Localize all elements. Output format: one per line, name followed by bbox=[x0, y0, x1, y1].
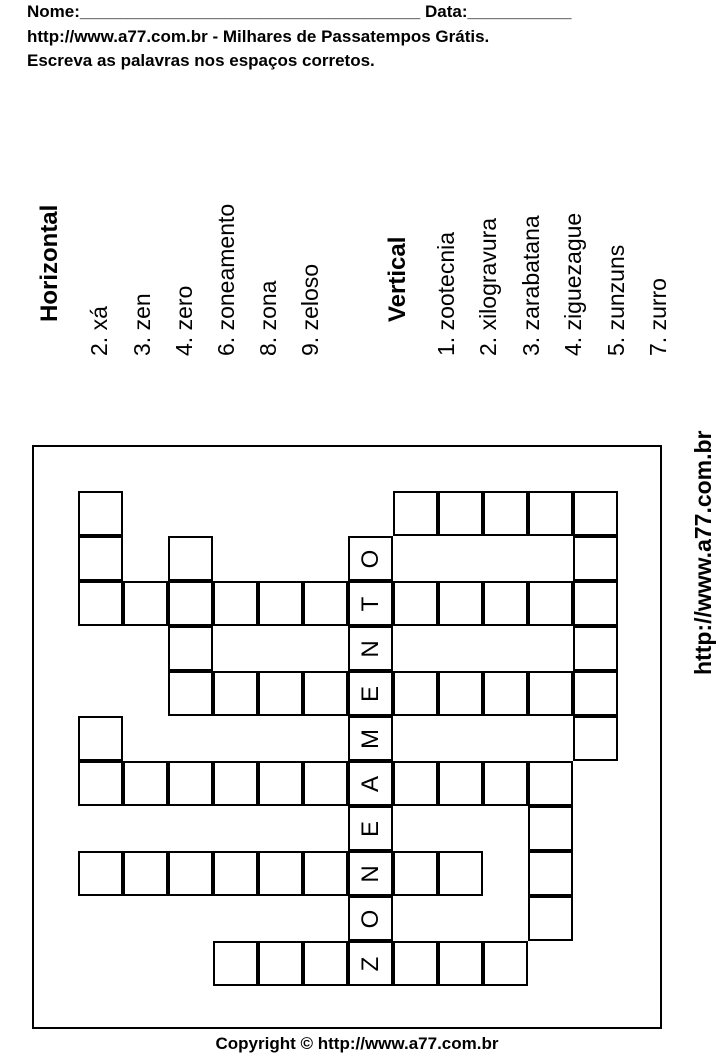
horizontal-clue: 4. zero bbox=[171, 285, 197, 356]
revealed-letter bbox=[348, 806, 393, 851]
crossword-cell[interactable] bbox=[258, 761, 303, 806]
crossword-cell[interactable] bbox=[393, 761, 438, 806]
crossword-cell[interactable] bbox=[78, 581, 123, 626]
horizontal-clue: 2. xá bbox=[86, 306, 112, 356]
vertical-clue: 2. xilogravura bbox=[475, 217, 501, 356]
revealed-letter-text: A bbox=[356, 775, 384, 792]
horizontal-clue: 6. zoneamento bbox=[213, 203, 239, 356]
crossword-cell[interactable] bbox=[393, 491, 438, 536]
revealed-letter bbox=[348, 896, 393, 941]
crossword-cell[interactable] bbox=[483, 671, 528, 716]
revealed-letter bbox=[348, 761, 393, 806]
crossword-cell[interactable] bbox=[528, 671, 573, 716]
crossword-cell[interactable] bbox=[483, 581, 528, 626]
copyright-footer: Copyright © http://www.a77.com.br bbox=[215, 1034, 499, 1053]
crossword-cell[interactable] bbox=[78, 491, 123, 536]
crossword-cell[interactable] bbox=[303, 671, 348, 716]
crossword-cell[interactable] bbox=[123, 581, 168, 626]
side-url: http://www.a77.com.br bbox=[690, 430, 716, 675]
crossword-cell[interactable] bbox=[438, 941, 483, 986]
crossword-cell[interactable] bbox=[258, 941, 303, 986]
vertical-clue: 3. zarabatana bbox=[518, 215, 544, 356]
crossword-cell[interactable] bbox=[528, 806, 573, 851]
vertical-clue: 4. ziguezague bbox=[560, 212, 586, 356]
crossword-cell[interactable] bbox=[213, 761, 258, 806]
horizontal-clues-title: Horizontal bbox=[36, 204, 63, 322]
crossword-cell[interactable] bbox=[438, 491, 483, 536]
crossword-cell[interactable] bbox=[303, 761, 348, 806]
crossword-cell[interactable] bbox=[168, 671, 213, 716]
crossword-cell[interactable] bbox=[573, 716, 618, 761]
crossword-cell[interactable] bbox=[78, 851, 123, 896]
crossword-cell[interactable] bbox=[573, 626, 618, 671]
revealed-letter-text: O bbox=[356, 549, 384, 568]
revealed-letter-text: N bbox=[356, 639, 384, 658]
crossword-cell[interactable] bbox=[168, 536, 213, 581]
crossword-cell[interactable] bbox=[438, 671, 483, 716]
crossword-cell[interactable] bbox=[393, 941, 438, 986]
crossword-cell[interactable] bbox=[393, 581, 438, 626]
crossword-cell[interactable] bbox=[168, 851, 213, 896]
horizontal-clue: 8. zona bbox=[255, 280, 281, 356]
crossword-cell[interactable] bbox=[573, 671, 618, 716]
crossword-cell[interactable] bbox=[438, 851, 483, 896]
revealed-letter bbox=[348, 536, 393, 581]
crossword-cell[interactable] bbox=[78, 716, 123, 761]
crossword-cell[interactable] bbox=[438, 761, 483, 806]
vertical-clue: 1. zootecnia bbox=[433, 231, 459, 356]
revealed-letter bbox=[348, 671, 393, 716]
revealed-letter-text: E bbox=[356, 820, 384, 837]
revealed-letter bbox=[348, 941, 393, 986]
revealed-letter-text: N bbox=[356, 864, 384, 883]
crossword-cell[interactable] bbox=[258, 671, 303, 716]
crossword-cell[interactable] bbox=[168, 761, 213, 806]
crossword-cell[interactable] bbox=[528, 851, 573, 896]
crossword-cell[interactable] bbox=[123, 761, 168, 806]
revealed-letter bbox=[348, 581, 393, 626]
crossword-cell[interactable] bbox=[483, 761, 528, 806]
crossword-cell[interactable] bbox=[303, 941, 348, 986]
crossword-cell[interactable] bbox=[393, 671, 438, 716]
crossword-cell[interactable] bbox=[528, 761, 573, 806]
crossword-cell[interactable] bbox=[168, 581, 213, 626]
crossword-cell[interactable] bbox=[573, 581, 618, 626]
crossword-cell[interactable] bbox=[168, 626, 213, 671]
site-line: http://www.a77.com.br - Milhares de Passatempos Grátis. bbox=[27, 27, 490, 46]
revealed-letter-text: E bbox=[356, 685, 384, 702]
horizontal-clue: 9. zeloso bbox=[297, 263, 323, 356]
crossword-cell[interactable] bbox=[573, 536, 618, 581]
crossword-cell[interactable] bbox=[78, 536, 123, 581]
vertical-clues-title: Vertical bbox=[384, 236, 411, 322]
crossword-cell[interactable] bbox=[303, 581, 348, 626]
crossword-cell[interactable] bbox=[438, 581, 483, 626]
crossword-cell[interactable] bbox=[483, 941, 528, 986]
crossword-cell[interactable] bbox=[258, 581, 303, 626]
crossword-cell[interactable] bbox=[303, 851, 348, 896]
instruction-line: Escreva as palavras nos espaços corretos. bbox=[27, 51, 375, 70]
revealed-letter bbox=[348, 626, 393, 671]
crossword-cell[interactable] bbox=[213, 851, 258, 896]
name-date-line: Nome:____________________________________ Data:___________ bbox=[27, 2, 572, 21]
vertical-clue: 5. zunzuns bbox=[603, 244, 629, 356]
crossword-cell[interactable] bbox=[258, 851, 303, 896]
crossword-cell[interactable] bbox=[213, 941, 258, 986]
crossword-cell[interactable] bbox=[78, 761, 123, 806]
revealed-letter bbox=[348, 851, 393, 896]
crossword-cell[interactable] bbox=[123, 851, 168, 896]
revealed-letter-text: O bbox=[356, 909, 384, 928]
crossword-cell[interactable] bbox=[528, 896, 573, 941]
crossword-cell[interactable] bbox=[213, 581, 258, 626]
crossword-cell[interactable] bbox=[213, 671, 258, 716]
crossword-cell[interactable] bbox=[573, 491, 618, 536]
revealed-letter-text: Z bbox=[356, 956, 384, 971]
revealed-letter-text: M bbox=[356, 728, 384, 749]
revealed-letter bbox=[348, 716, 393, 761]
crossword-cell[interactable] bbox=[528, 491, 573, 536]
crossword-cell[interactable] bbox=[483, 491, 528, 536]
vertical-clue: 7. zurro bbox=[645, 278, 671, 356]
crossword-cell[interactable] bbox=[528, 581, 573, 626]
crossword-cell[interactable] bbox=[393, 851, 438, 896]
horizontal-clue: 3. zen bbox=[129, 293, 155, 356]
revealed-letter-text: T bbox=[356, 596, 384, 611]
